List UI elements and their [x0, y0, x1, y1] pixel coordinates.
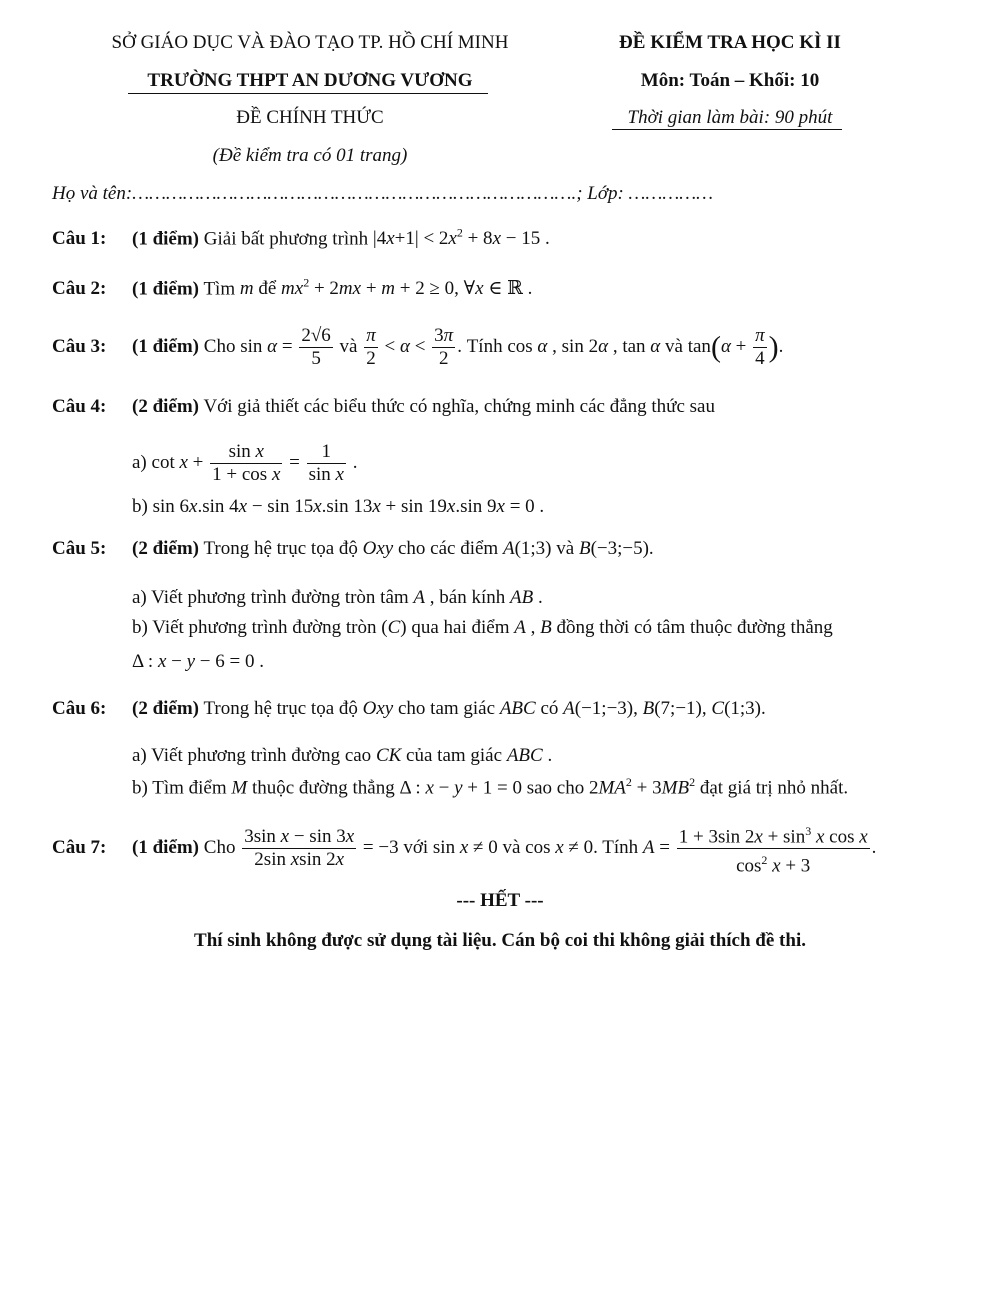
exam-title: ĐỀ KIỂM TRA HỌC KÌ II — [619, 32, 841, 53]
question-3 — [52, 322, 783, 372]
question-label: Câu 2: — [52, 278, 107, 300]
question-5b: b) Viết phương trình đường tròn (C) qua hai điểm A , B đồng thời có tâm thuộc đường thẳng — [132, 617, 833, 638]
question-points: (1 điểm) — [132, 336, 200, 357]
pages-note: (Đề kiểm tra có 01 trang) — [212, 145, 408, 166]
question-6 — [52, 698, 766, 720]
question-5b-line: Δ : x − y − 6 = 0 . — [132, 651, 264, 672]
question-6b-text: b) Tìm điểm — [132, 777, 227, 799]
question-5b-text: b) Viết phương trình đường tròn — [132, 617, 377, 638]
question-label: Câu 7: — [52, 837, 107, 859]
question-text: Trong hệ trục tọa độ — [203, 538, 358, 559]
question-7 — [52, 820, 877, 877]
question-points: (2 điểm) — [132, 396, 200, 417]
question-5 — [52, 538, 654, 560]
time-underline — [612, 129, 842, 130]
question-text: Tìm — [203, 278, 236, 300]
question-points: (1 điểm) — [132, 228, 200, 250]
question-4a: a) cot x + $\frac{\text{sin x}}{\text{1 + cos x}}$ = $\frac{1}{\text{sin x}}$ . — [132, 441, 358, 486]
question-label: Câu 6: — [52, 698, 107, 719]
question-label: Câu 1: — [52, 228, 107, 250]
question-2 — [52, 276, 532, 300]
footer-note: Thí sinh không được sử dụng tài liệu. Cán bộ coi thi không giải thích đề thi. — [194, 930, 806, 951]
official-label: ĐỀ CHÍNH THỨC — [236, 107, 384, 128]
subject-grade: Môn: Toán – Khối: 10 — [640, 70, 820, 91]
question-points: (1 điểm) — [132, 837, 200, 859]
question-text: Cho — [203, 336, 236, 357]
question-text: Cho — [203, 837, 236, 859]
question-5a: a) Viết phương trình đường tròn tâm A , bán kính AB . — [132, 587, 543, 608]
math-expression: sin α = $\frac{2√6}{5}$ và $\frac{\pi}{2}$ < α < $\frac{3\pi}{2}$ . Tính cos α , sin 2α , tan α và tan(α + $\frac{\pi}{4}$ ). — [240, 325, 784, 370]
question-5a-text: a) Viết phương trình đường tròn tâm — [132, 587, 409, 608]
question-points: (2 điểm) — [132, 698, 200, 719]
school-underline — [128, 93, 488, 94]
question-6b: b) Tìm điểm M thuộc đường thẳng Δ : x − y + 1 = 0 sao cho $2MA^2 + 3MB^2$ đạt giá trị nhỏ nhất. — [132, 775, 849, 799]
math-triangle: Oxy cho tam giác ABC có A(−1;−3), B(7;−1), C(1;3). — [362, 698, 766, 719]
department-name: SỞ GIÁO DỤC VÀ ĐÀO TẠO TP. HỒ CHÍ MINH — [111, 32, 509, 53]
question-points: (1 điểm) — [132, 278, 200, 300]
question-text: Trong hệ trục tọa độ — [203, 698, 358, 719]
math-condition: m để $mx^2 + 2mx + m + 2 \ge 0$, ∀x ∈ ℝ . — [239, 276, 533, 300]
question-4b: b) sin 6x.sin 4x − sin 15x.sin 13x + sin 19x.sin 9x = 0 . — [132, 496, 545, 517]
school-name: TRƯỜNG THPT AN DƯƠNG VƯƠNG — [147, 70, 473, 91]
question-1 — [52, 226, 550, 250]
question-4 — [52, 396, 715, 418]
question-5b-text-2: qua hai điểm — [411, 617, 510, 638]
math-points: Oxy cho các điểm A(1;3) và B(−3;−5). — [362, 538, 654, 559]
question-label: Câu 5: — [52, 538, 107, 559]
end-marker: --- HẾT --- — [456, 890, 544, 911]
question-points: (2 điểm) — [132, 538, 200, 559]
question-6a: a) Viết phương trình đường cao CK của tam giác ABC . — [132, 745, 553, 766]
exam-time: Thời gian làm bài: 90 phút — [627, 107, 833, 128]
question-text: Với giả thiết các biểu thức có nghĩa, chứng minh các đẳng thức sau — [203, 396, 715, 417]
question-6a-text: a) Viết phương trình đường cao — [132, 745, 372, 766]
question-label: Câu 3: — [52, 336, 107, 357]
question-text: Giải bất phương trình — [203, 228, 369, 250]
question-label: Câu 4: — [52, 396, 107, 417]
math-inequality: $|4x+1| < 2x^2 + 8x - 15$ . — [372, 226, 550, 250]
name-class-line: Họ và tên:…………………………………………………………………….; Lớp: …………… — [52, 183, 714, 204]
math-expression: $\frac{\text{3sin x − sin 3x}}{\text{2sin xsin 2x}}$ = −3 với sin x ≠ 0 và cos x ≠ 0. Tính A = $\frac{1 + 3\sin 2x + \sin^3 x \cos x}{\cos^2 x + 3}$ . — [240, 837, 876, 858]
